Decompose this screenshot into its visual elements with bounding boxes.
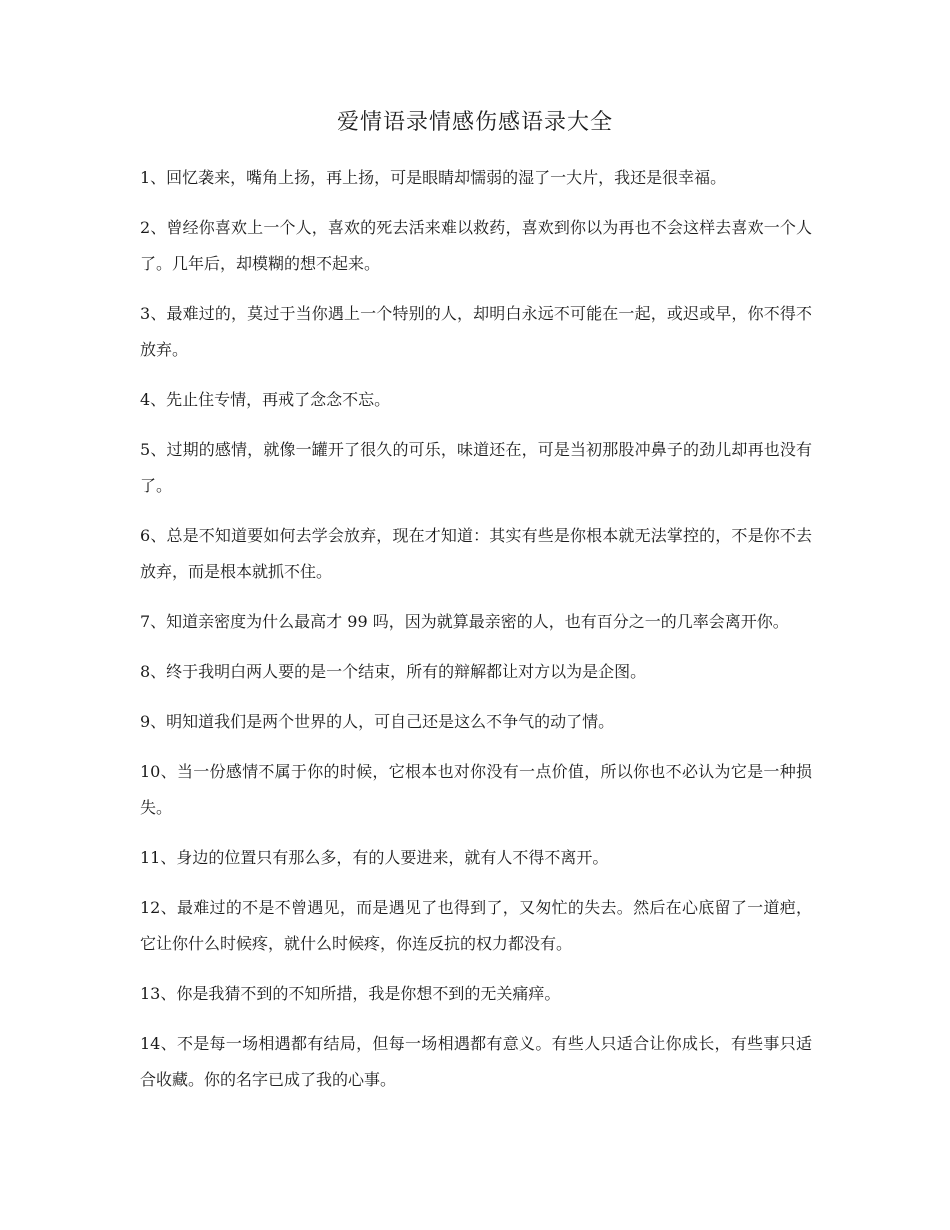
quote-item-12: 12、最难过的不是不曾遇见，而是遇见了也得到了，又匆忙的失去。然后在心底留了一道疤，它让你什么时候疼，就什么时候疼，你连反抗的权力都没有。	[140, 898, 812, 953]
quote-item-9: 9、明知道我们是两个世界的人，可自己还是这么不争气的动了情。	[140, 712, 615, 731]
quote-item-8: 8、终于我明白两人要的是一个结束，所有的辩解都让对方以为是企图。	[140, 662, 647, 681]
quote-item-10: 10、当一份感情不属于你的时候，它根本也对你没有一点价值，所以你也不必认为它是一种损失。	[140, 762, 812, 817]
quote-list	[140, 160, 812, 1112]
quote-item-3: 3、最难过的，莫过于当你遇上一个特别的人，却明白永远不可能在一起，或迟或早，你不得不放弃。	[140, 304, 812, 359]
quote-item-4: 4、先止住专情，再戒了念念不忘。	[140, 390, 391, 409]
quote-item-1: 1、回忆袭来，嘴角上扬，再上扬，可是眼睛却懦弱的湿了一大片，我还是很幸福。	[140, 168, 727, 187]
quote-item-6: 6、总是不知道要如何去学会放弃，现在才知道：其实有些是你根本就无法掌控的，不是你不去放弃，而是根本就抓不住。	[140, 526, 812, 581]
document-title: 爱情语录情感伤感语录大全	[336, 110, 613, 135]
quote-item-11: 11、身边的位置只有那么多，有的人要进来，就有人不得不离开。	[140, 848, 609, 867]
quote-item-5: 5、过期的感情，就像一罐开了很久的可乐，味道还在，可是当初那股冲鼻子的劲儿却再也没有了。	[140, 440, 812, 495]
quote-item-14: 14、不是每一场相遇都有结局，但每一场相遇都有意义。有些人只适合让你成长，有些事只适合收藏。你的名字已成了我的心事。	[140, 1034, 812, 1089]
quote-item-2: 2、曾经你喜欢上一个人，喜欢的死去活来难以救药，喜欢到你以为再也不会这样去喜欢一个人了。几年后，却模糊的想不起来。	[140, 218, 812, 273]
quote-item-7: 7、知道亲密度为什么最高才 99 吗，因为就算最亲密的人，也有百分之一的几率会离开你。	[140, 612, 789, 631]
quote-item-13: 13、你是我猜不到的不知所措，我是你想不到的无关痛痒。	[140, 984, 561, 1003]
